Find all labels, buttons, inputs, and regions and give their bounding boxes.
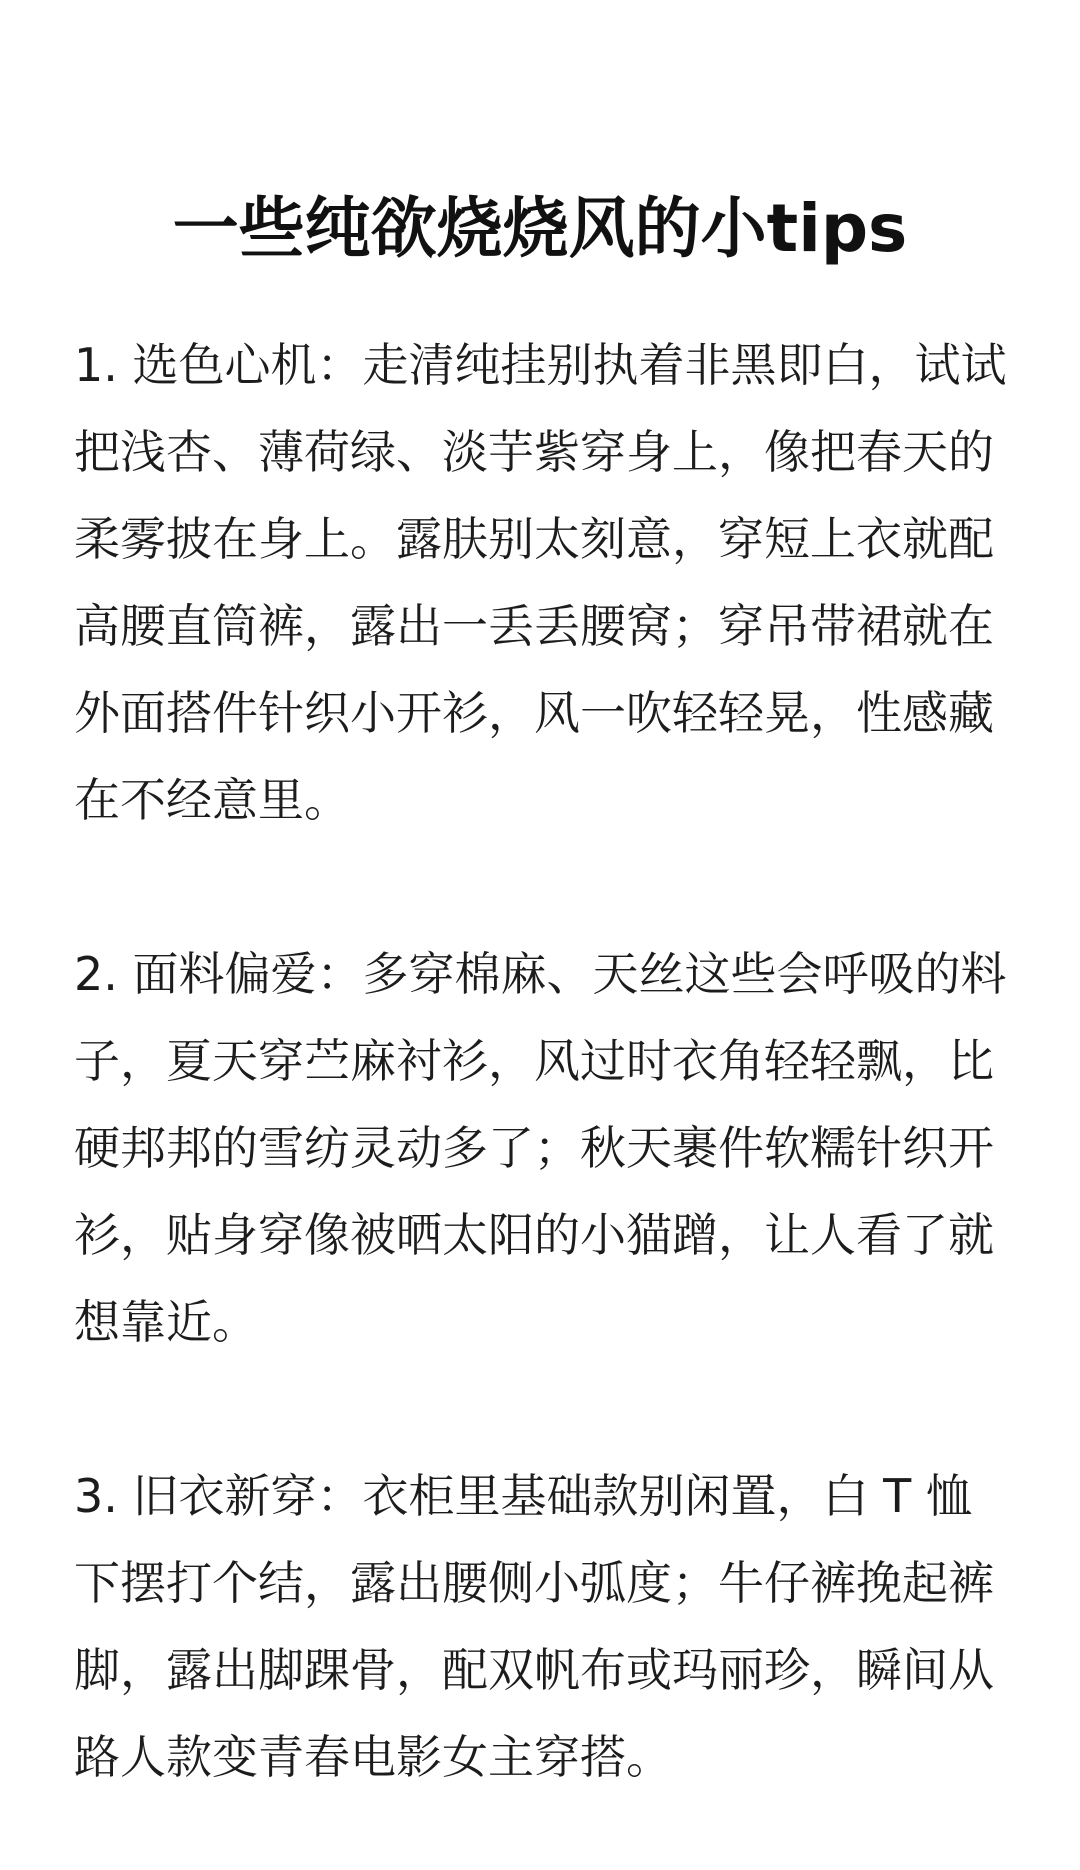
tip-paragraph-3: 3. 旧衣新穿：衣柜里基础款别闲置，白 T 恤下摆打个结，露出腰侧小弧度；牛仔裤挽起裤脚，露出脚踝骨，配双帆布或玛丽珍，瞬间从路人款变青春电影女主穿搭。	[74, 1469, 994, 1784]
tip-paragraph-1: 1. 选色心机：走清纯挂别执着非黑即白，试试把浅杏、薄荷绿、淡芋紫穿身上，像把春天的柔雾披在身上。露肤别太刻意，穿短上衣就配高腰直筒裤，露出一丢丢腰窝；穿吊带裙就在外面搭件针织小开衫，风一吹轻轻晃，性感藏在不经意里。	[74, 338, 1007, 827]
tip-paragraph-2: 2. 面料偏爱：多穿棉麻、天丝这些会呼吸的料子，夏天穿苎麻衬衫，风过时衣角轻轻飘，比硬邦邦的雪纺灵动多了；秋天裹件软糯针织开衫，贴身穿像被晒太阳的小猫蹭，让人看了就想靠近。	[74, 947, 1007, 1349]
page-title: 一些纯欲烧烧风的小tips	[172, 190, 908, 268]
tips-list	[74, 322, 1014, 1801]
